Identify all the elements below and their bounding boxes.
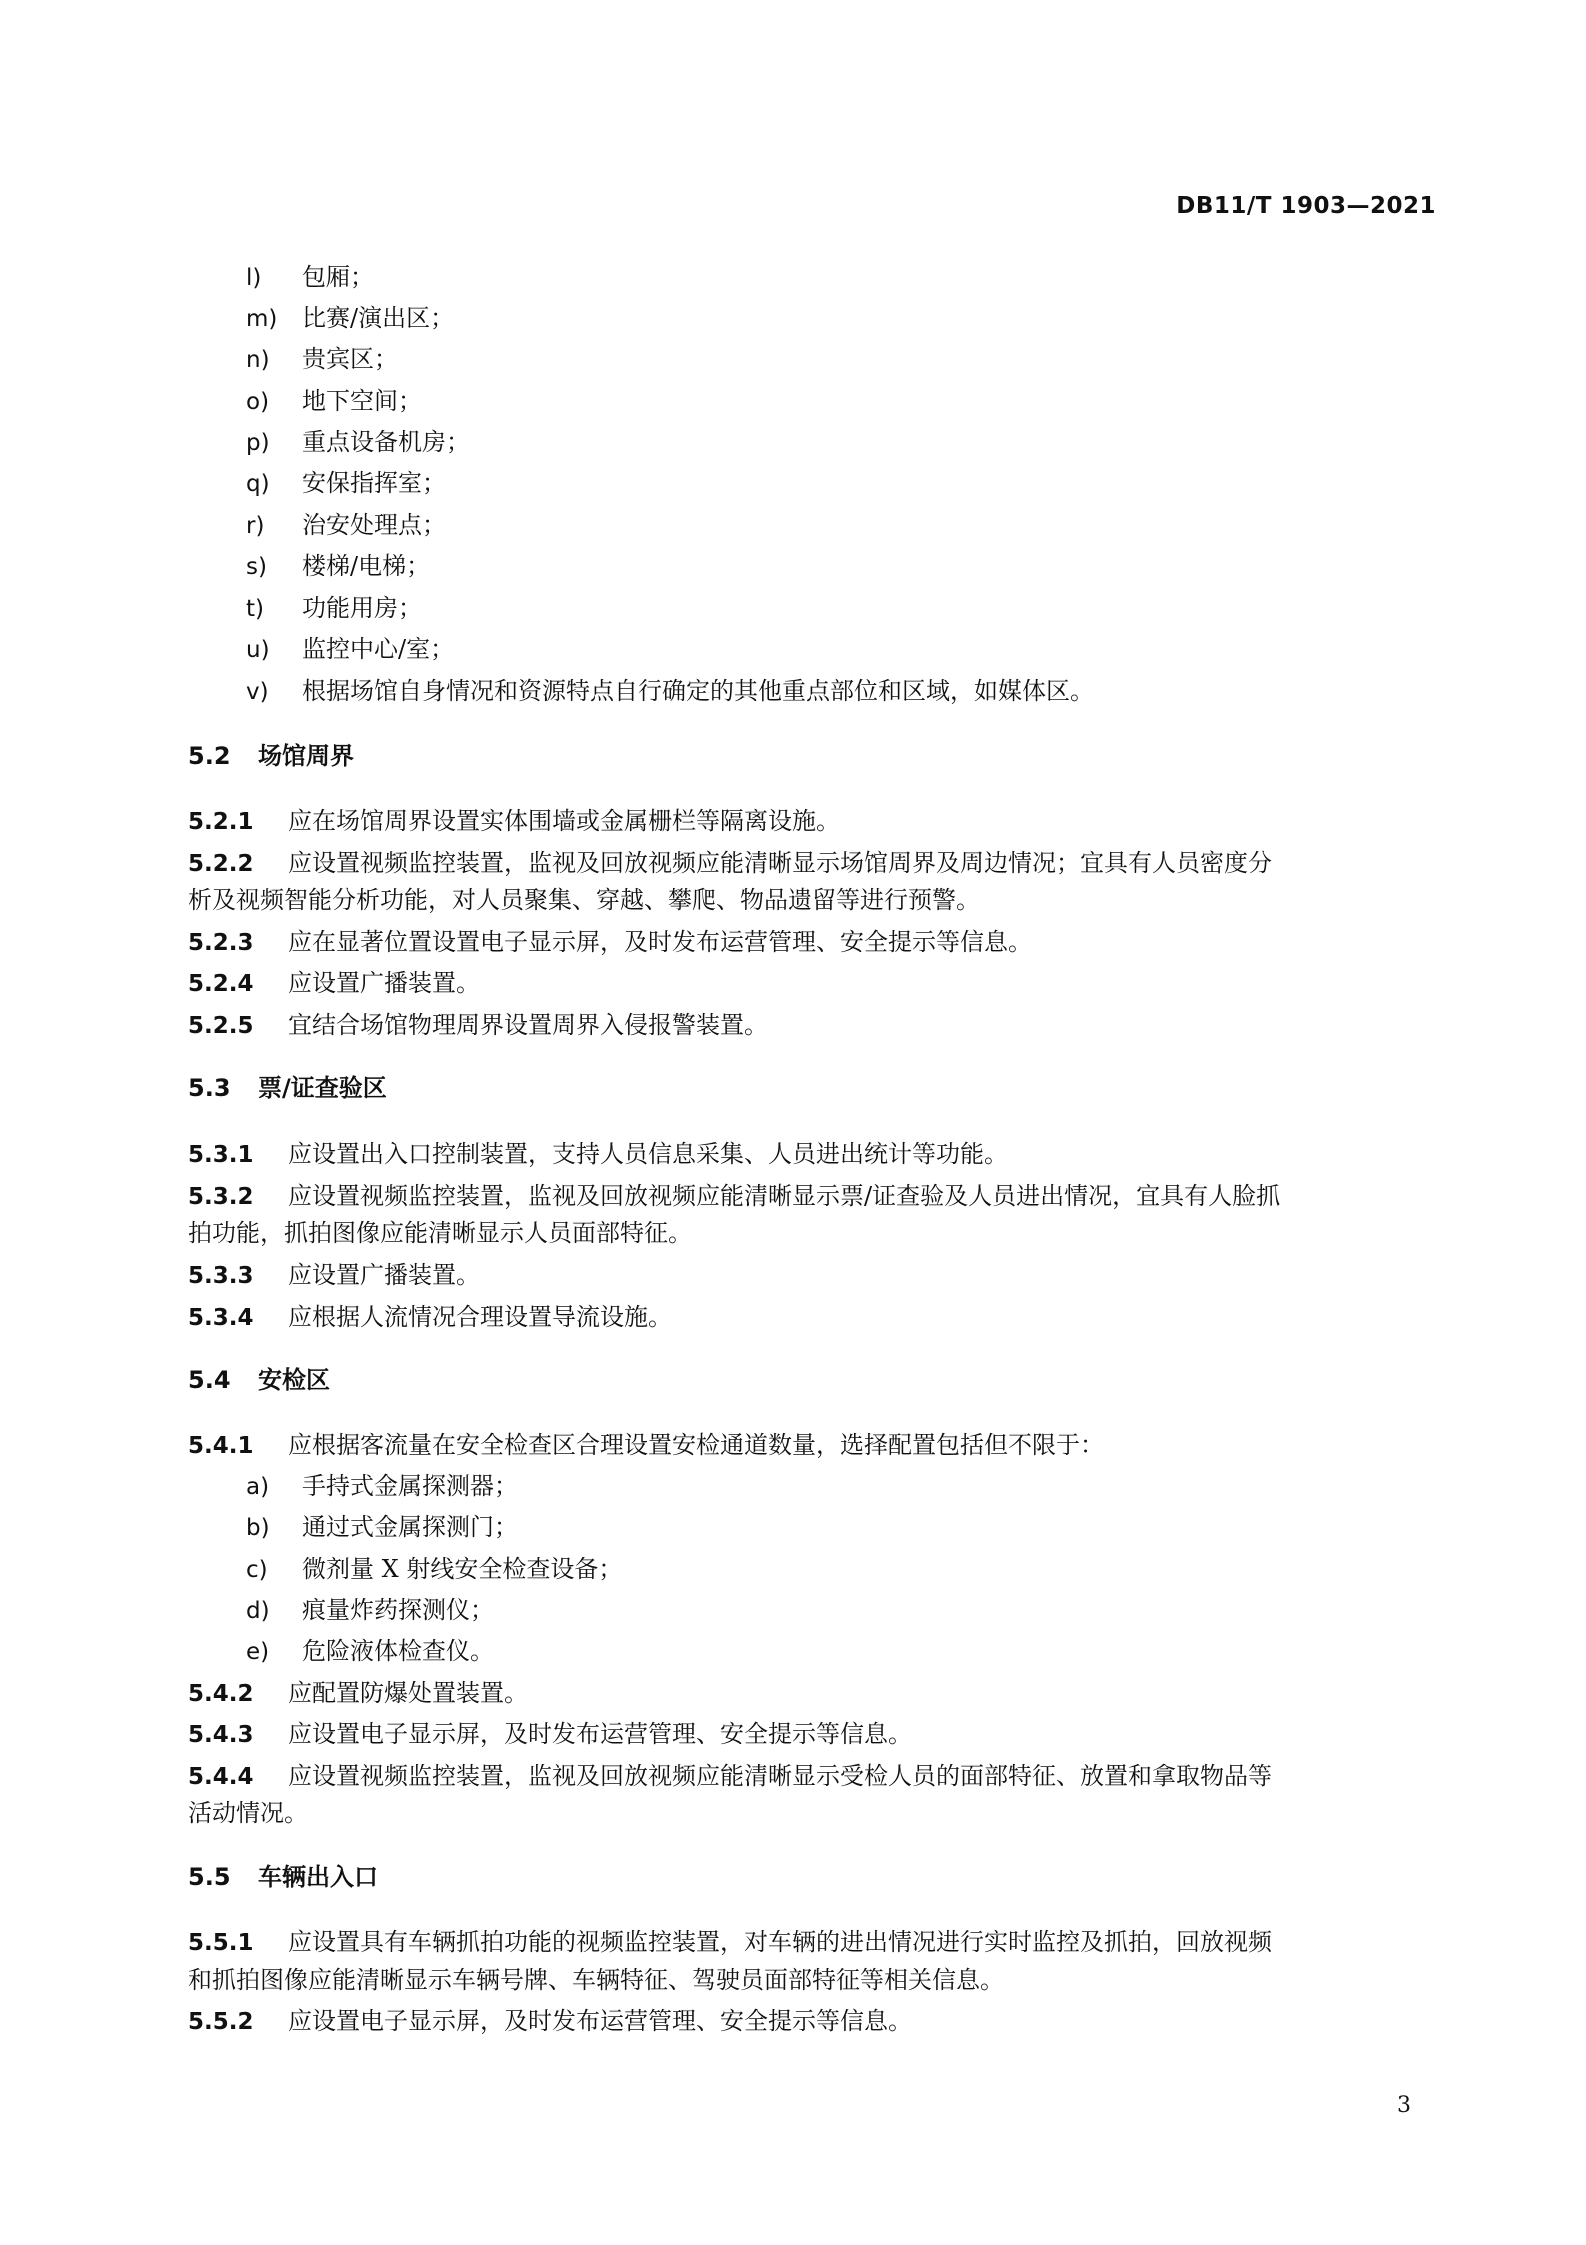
section-title: 票/证查验区 [258, 1074, 387, 1102]
clause-text: 应设置电子显示屏，及时发布运营管理、安全提示等信息。 [288, 2007, 912, 2035]
clause-text: 应配置防爆处置装置。 [288, 1679, 528, 1707]
clause-number: 5.4.4 [188, 1764, 254, 1790]
list-mark: e) [246, 1639, 270, 1665]
clause-5-5-1 [188, 1927, 1272, 1958]
list-mark: s) [246, 554, 267, 580]
clause-text: 应设置出入口控制装置，支持人员信息采集、人员进出统计等功能。 [288, 1140, 1008, 1168]
list-mark: u) [246, 637, 270, 663]
list-text: 重点设备机房； [302, 428, 470, 456]
section-heading-5-3 [188, 1073, 387, 1103]
standard-code: DB11/T 1903—2021 [1176, 193, 1436, 219]
list-text: 比赛/演出区； [302, 304, 455, 332]
list-mark: v) [246, 679, 269, 705]
list-text: 监控中心/室； [302, 635, 455, 663]
clause-5-2-2 [188, 848, 1272, 879]
clause-number: 5.3.3 [188, 1263, 254, 1289]
list-mark: m) [246, 306, 278, 332]
clause-5-4-2 [188, 1678, 528, 1709]
section-heading-5-4 [188, 1365, 330, 1395]
clause-5-4-4 [188, 1761, 1272, 1792]
clause-number: 5.2.3 [188, 930, 254, 956]
clause-text: 应根据人流情况合理设置导流设施。 [288, 1303, 672, 1331]
clause-number: 5.3.4 [188, 1305, 254, 1331]
list-text: 治安处理点； [302, 511, 446, 539]
clause-5-3-2 [188, 1181, 1280, 1212]
list-mark: q) [246, 471, 270, 497]
section-heading-5-2 [188, 741, 354, 771]
clause-5-3-2-continued: 拍功能，抓拍图像应能清晰显示人员面部特征。 [188, 1219, 692, 1247]
clause-text: 应设置具有车辆抓拍功能的视频监控装置，对车辆的进出情况进行实时监控及抓拍，回放视频 [288, 1928, 1272, 1956]
list-mark: d) [246, 1598, 270, 1624]
clause-number: 5.4.1 [188, 1433, 254, 1459]
list-text: 功能用房； [302, 594, 422, 622]
clause-5-3-3 [188, 1260, 480, 1291]
list-mark: p) [246, 430, 270, 456]
clause-5-5-1-continued: 和抓拍图像应能清晰显示车辆号牌、车辆特征、驾驶员面部特征等相关信息。 [188, 1966, 1004, 1994]
clause-number: 5.2.5 [188, 1013, 254, 1039]
list-text: 痕量炸药探测仪； [302, 1596, 494, 1624]
list-mark: l) [246, 265, 262, 291]
list-text: 手持式金属探测器； [302, 1472, 518, 1500]
list-item [246, 386, 422, 417]
list-text: 贵宾区； [302, 345, 398, 373]
list-text: 安保指挥室； [302, 469, 446, 497]
list-mark: b) [246, 1515, 270, 1541]
list-mark: o) [246, 389, 270, 415]
list-item [246, 510, 446, 541]
list-item [246, 1512, 518, 1543]
clause-number: 5.2.2 [188, 851, 254, 877]
clause-5-2-1 [188, 806, 840, 837]
clause-5-3-1 [188, 1139, 1008, 1170]
clause-5-2-3 [188, 927, 1032, 958]
clause-text: 宜结合场馆物理周界设置周界入侵报警装置。 [288, 1011, 768, 1039]
list-text: 通过式金属探测门； [302, 1513, 518, 1541]
clause-5-4-1 [188, 1430, 1104, 1461]
clause-number: 5.5.2 [188, 2009, 254, 2035]
list-text: 根据场馆自身情况和资源特点自行确定的其他重点部位和区域，如媒体区。 [302, 677, 1094, 705]
section-heading-5-5 [188, 1862, 378, 1892]
section-title: 安检区 [258, 1366, 330, 1394]
list-mark: t) [246, 596, 264, 622]
clause-text: 应设置广播装置。 [288, 1261, 480, 1289]
clause-number: 5.4.2 [188, 1681, 254, 1707]
clause-5-2-2-continued: 析及视频智能分析功能，对人员聚集、穿越、攀爬、物品遗留等进行预警。 [188, 886, 980, 914]
section-number: 5.2 [188, 742, 231, 770]
list-item [246, 1554, 622, 1585]
clause-5-4-4-continued: 活动情况。 [188, 1799, 308, 1827]
list-item [246, 1471, 518, 1502]
list-item [246, 676, 1094, 707]
clause-number: 5.5.1 [188, 1930, 254, 1956]
list-mark: r) [246, 513, 265, 539]
page-number: 3 [1397, 2093, 1411, 2118]
section-number: 5.4 [188, 1366, 231, 1394]
clause-5-5-2 [188, 2006, 912, 2037]
clause-5-4-3 [188, 1719, 912, 1750]
clause-text: 应根据客流量在安全检查区合理设置安检通道数量，选择配置包括但不限于： [288, 1431, 1104, 1459]
list-text: 包厢； [302, 263, 374, 291]
clause-text: 应在显著位置设置电子显示屏，及时发布运营管理、安全提示等信息。 [288, 928, 1032, 956]
list-mark: a) [246, 1474, 270, 1500]
list-item [246, 262, 374, 293]
list-mark: c) [246, 1557, 268, 1583]
clause-5-2-5 [188, 1010, 768, 1041]
list-item [246, 303, 454, 334]
clause-number: 5.4.3 [188, 1722, 254, 1748]
clause-5-3-4 [188, 1302, 672, 1333]
list-text: 危险液体检查仪。 [302, 1637, 494, 1665]
clause-number: 5.3.1 [188, 1142, 254, 1168]
list-item [246, 593, 422, 624]
clause-number: 5.2.1 [188, 809, 254, 835]
list-item [246, 468, 446, 499]
list-item [246, 551, 430, 582]
clause-number: 5.3.2 [188, 1184, 254, 1210]
clause-text: 应设置视频监控装置，监视及回放视频应能清晰显示票/证查验及人员进出情况，宜具有人脸抓 [288, 1182, 1281, 1210]
list-item [246, 427, 470, 458]
section-number: 5.5 [188, 1863, 231, 1891]
list-text: 地下空间； [302, 387, 422, 415]
list-item [246, 1595, 494, 1626]
section-title: 场馆周界 [258, 742, 354, 770]
clause-text: 应设置广播装置。 [288, 969, 480, 997]
clause-5-2-4 [188, 968, 480, 999]
clause-number: 5.2.4 [188, 971, 254, 997]
clause-text: 应设置电子显示屏，及时发布运营管理、安全提示等信息。 [288, 1720, 912, 1748]
section-number: 5.3 [188, 1074, 231, 1102]
list-item [246, 634, 454, 665]
section-title: 车辆出入口 [258, 1863, 378, 1891]
clause-text: 应在场馆周界设置实体围墙或金属栅栏等隔离设施。 [288, 807, 840, 835]
list-text: 楼梯/电梯； [302, 552, 431, 580]
list-item [246, 1636, 494, 1667]
clause-text: 应设置视频监控装置，监视及回放视频应能清晰显示受检人员的面部特征、放置和拿取物品等 [288, 1762, 1272, 1790]
list-mark: n) [246, 347, 270, 373]
list-item [246, 344, 398, 375]
list-text: 微剂量 X 射线安全检查设备； [302, 1555, 623, 1583]
clause-text: 应设置视频监控装置，监视及回放视频应能清晰显示场馆周界及周边情况；宜具有人员密度分 [288, 849, 1272, 877]
